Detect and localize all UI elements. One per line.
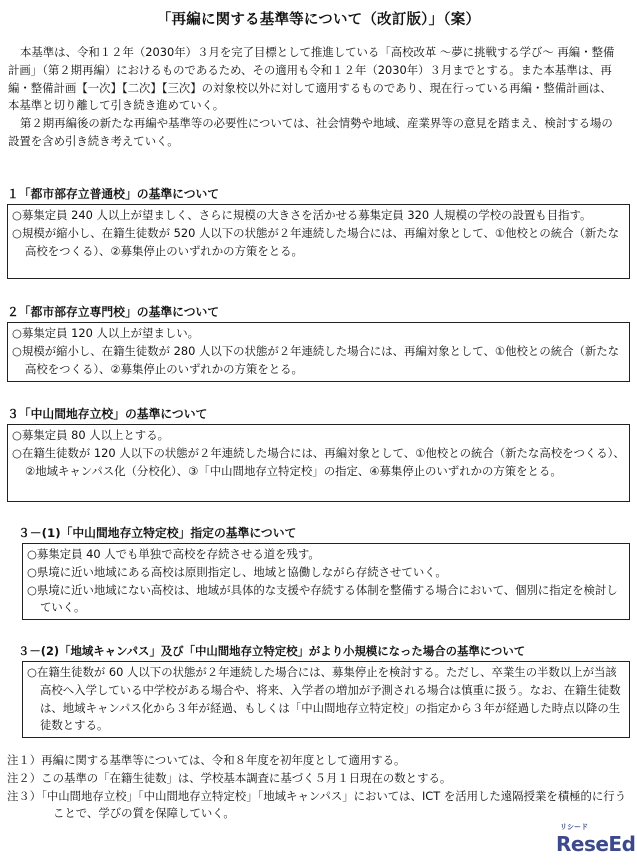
criteria-item: ○県境に近い地域にある高校は原則指定し、地域と協働しながら存続させていく。 xyxy=(27,564,447,579)
criteria-item: ○在籍生徒数が 60 人以下の状態が２年連続した場合には、募集停止を検討する。ただし、卒業生の半数以上が当該高校へ入学している中学校がある場合や、将来、入学者の増加が予測される場合は慎重に扱う。なお、在籍生徒数は、地域キャンパス化から３年が経過、もしくは「中山間地存立特定校」の指定から３年が経過した時点以降の生徒数とする。 xyxy=(27,665,621,733)
criteria-box xyxy=(22,661,630,738)
intro-text xyxy=(8,44,620,151)
criteria-box xyxy=(22,543,630,620)
criteria-item: ○募集定員 240 人以上が望ましく、さらに規模の大きさを活かせる募集定員 320 人規模の学校の設置も目指す。 xyxy=(12,208,592,222)
section-heading: ３「中山間地存立校」の基準について xyxy=(7,407,208,421)
footnote: 注２）この基準の「在籍生徒数」は、学校基本調査に基づく５月１日現在の数とする。 xyxy=(7,770,452,785)
criteria-item: ○募集定員 120 人以上が望ましい。 xyxy=(12,326,200,340)
footnote: 注３）「中山間地存立校」「中山間地存立特定校」「地域キャンパス」においては、ICT を活用した遠隔授業を積極的に行うことで、学びの質を保障していく。 xyxy=(7,788,627,821)
reseed-logo xyxy=(556,823,636,858)
section-heading: ２「都市部存立専門校」の基準について xyxy=(7,305,220,319)
intro-paragraph: 本基準は、令和１２年（2030年）３月を完了目標として推進している「高校改革 ～夢に挑戦する学び～ 再編・整備計画」（第２期再編）におけるものであるため、その適用も令和１２年（2030年）３月までとする。また本基準は、再編・整備計画【一次】【二次】【三次】の対象校以外に対して適用するものであり、現在行っている再編・整備計画は、本基準と切り離して引き続き進めていく。 xyxy=(8,45,615,113)
footnotes xyxy=(7,752,627,823)
section-heading: ３－(2)「地域キャンパス」及び「中山間地存立特定校」がより小規模になった場合の基準について xyxy=(18,644,526,658)
criteria-item: ○在籍生徒数が 120 人以下の状態が２年連続した場合には、再編対象として、①他校との統合（新たな高校をつくる）、②地域キャンパス化（分校化）、③「中山間地存立特定校」の指定、④募集停止のいずれかの方策をとる。 xyxy=(12,445,625,478)
criteria-item: ○県境に近い地域にない高校は、地域が具体的な支援や存続する体制を整備する場合において、個別に指定を検討していく。 xyxy=(27,582,618,615)
criteria-item: ○募集定員 80 人以上とする。 xyxy=(12,428,169,442)
criteria-item: ○規模が縮小し、在籍生徒数が 280 人以下の状態が２年連続した場合には、再編対象として、①他校との統合（新たな高校をつくる）、②募集停止のいずれかの方策をとる。 xyxy=(12,343,620,376)
logo-text: ReseEd xyxy=(556,832,636,856)
criteria-item: ○募集定員 40 人でも単独で高校を存続させる道を残す。 xyxy=(27,547,320,561)
footnote: 注１）再編に関する基準等については、令和８年度を初年度として適用する。 xyxy=(7,753,406,767)
section-heading: １「都市部存立普通校」の基準について xyxy=(7,187,220,201)
criteria-box xyxy=(7,322,630,382)
criteria-item: ○規模が縮小し、在籍生徒数が 520 人以下の状態が２年連続した場合には、再編対象として、①他校との統合（新たな高校をつくる）、②募集停止のいずれかの方策をとる。 xyxy=(12,225,620,258)
document-title: 「再編に関する基準等について（改訂版）」（案） xyxy=(156,12,481,28)
intro-paragraph: 第２期再編後の新たな再編や基準等の必要性については、社会情勢や地域、産業界等の意見を踏まえ、検討する場の設置を含め引き続き考えていく。 xyxy=(8,116,613,148)
criteria-box xyxy=(7,424,630,502)
section-heading: ３－(1)「中山間地存立特定校」指定の基準について xyxy=(18,526,297,540)
logo-subtext: リシード xyxy=(560,823,588,831)
criteria-box xyxy=(7,204,630,279)
